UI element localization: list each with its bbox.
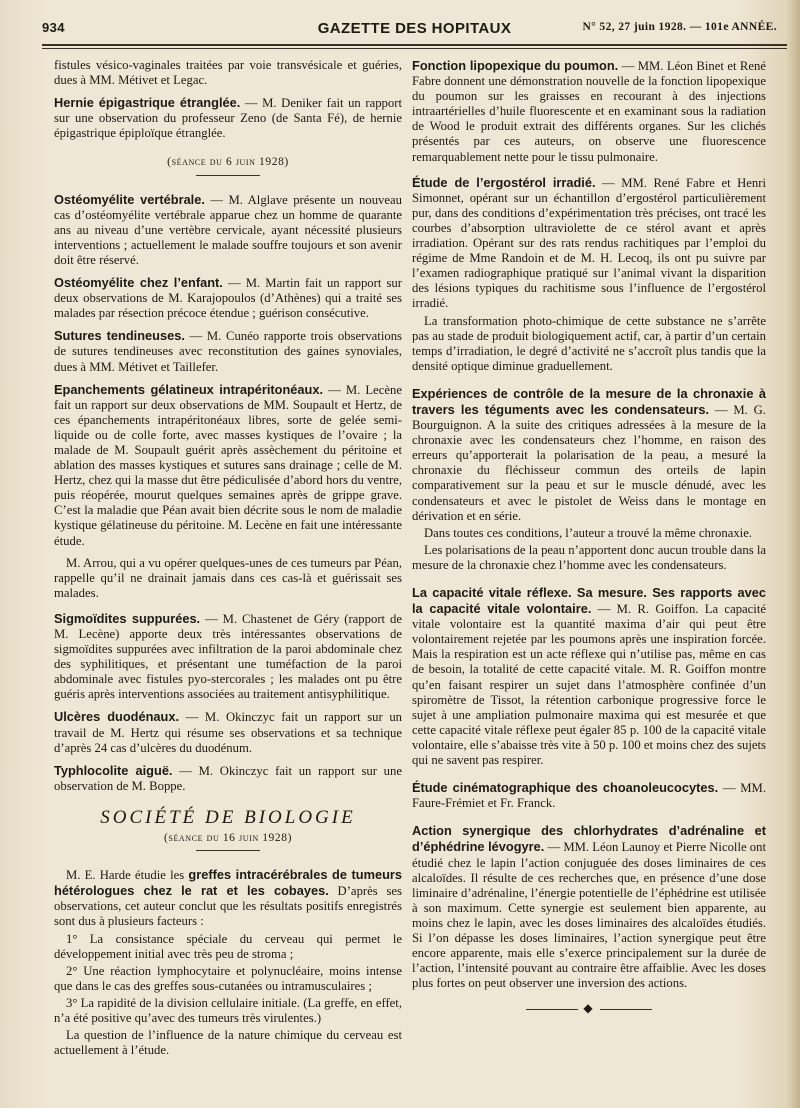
section-rule	[196, 175, 260, 176]
society-heading: SOCIÉTÉ DE BIOLOGIE	[100, 806, 356, 828]
article-typhlocolite	[54, 763, 402, 794]
session-date: (séance du 6 juin 1928)	[167, 156, 289, 169]
list-item	[54, 932, 402, 962]
article-text: — MM. Léon Launoy et Pierre Nicolle ont étudié chez le lapin l’action conjuguée des doses liminaires de ces alcaloïdes. Il résulte de ces recherches que, en présence d’une dose liminaire d’adrénaline, l’énergie potentielle de l’éphédrine est utilisée à son maximum. Cette synergie est seulement bien apparente, au moins chez le lapin, avec les doses liminaires des alcaloïdes étudiés. Si l’on dépasse les doses liminaires, l’action synergique peut être encore apparente, mais elle s’exerce principalement sur la durée de l’action, l’intensité pouvant au contraire être affaiblie. Avec les doses plus fortes on peut observer une inversion des actions.	[412, 840, 766, 991]
article-chronaxie-cont	[412, 526, 766, 541]
article-heading: Expériences de contrôle de la mesure de la chronaxie à travers les téguments avec les condensateurs.	[412, 385, 766, 417]
article-text: — M. Chastenet de Géry (rapport de M. Lecène) apporte deux très intéressantes observations de sigmoïdites suppurées avec infiltration de la paroi abdominale chez des syphilitiques, et présentant une tuméfaction de la paroi abdominale avec fistules pyo-stercorales ; les malades ont pu être guéris après interventions associées au traitement antisyphilitique.	[54, 611, 402, 702]
article-heading: Epanchements gélatineux intrapéritonéaux.	[54, 381, 324, 397]
article-heading: Action synergique des chlorhydrates d’adrénaline et d’éphédrine lévogyre.	[412, 823, 766, 855]
article-hernie	[54, 95, 402, 141]
section-rule	[196, 850, 260, 851]
article-text: — M. Martin fait un rapport sur deux observations de M. Karajopoulos (d’Athènes) qui a traité ses malades par résection précoce étendue ; guérison consécutive.	[54, 276, 402, 321]
article-text: La transformation photo-chimique de cette substance ne s’arrête pas au stade de produit biologiquement actif, car, à partir d’un certain temps d’irradiation, le degré d’activité ne s’accroît plus tandis que la densité optique diminue graduellement.	[412, 313, 766, 373]
article-heading: Étude de l’ergostérol irradié.	[412, 174, 596, 190]
article-text: — M. Cunéo rapporte trois observations de sutures tendineuses avec reconstitution des gaines synoviales, dues à MM. Métivet et Taillefer.	[54, 329, 402, 374]
article-heading: Typhlocolite aiguë.	[54, 762, 173, 778]
spacer	[54, 603, 402, 611]
page-header	[42, 18, 787, 40]
article-text: fistules vésico-vaginales traitées par voie transvésicale et guéries, dues à MM. Métivet et Legac.	[54, 58, 402, 88]
article-sutures	[54, 328, 402, 374]
article-text: — MM. Faure-Frémiet et Fr. Franck.	[412, 781, 766, 811]
session-date: (séance du 16 juin 1928)	[163, 832, 293, 845]
article-capacite-vitale	[412, 585, 766, 768]
article-chronaxie	[412, 386, 766, 524]
article-text: — M. Okinczyc fait un rapport sur une observation de M. Boppe.	[54, 763, 403, 793]
article-heading: Hernie épigastrique étranglée.	[54, 95, 241, 111]
article-heading: Sigmoïdites suppurées.	[54, 610, 201, 626]
end-ornament: ◆	[412, 1001, 766, 1016]
article-fistules	[54, 58, 402, 88]
article-choanoleucocytes	[412, 780, 766, 811]
journal-title: GAZETTE DES HOPITAUX	[317, 20, 512, 37]
page-edge-shadow	[786, 0, 800, 1108]
article-heading: Ulcères duodénaux.	[54, 709, 180, 725]
article-text: — MM. René Fabre et Henri Simonnet, opérant sur un échantillon d’ergostérol particulièrement pur, dans des conditions d’expérimentation très précises, ont tracé les courbes d’absorption ultraviolette de ce stérol avant et après irradiation. Opérant sur des rats rendus rachitiques par l’emploi du régime de Mme Randoin et de M. H. Lecoq, ils ont pu suivre par l’examen radiographique pratiqué sur l’animal vivant la disparition des lésions typiques du rachitisme sous l’influence de l’ergostérol irradié.	[412, 175, 766, 311]
article-heading: Sutures tendineuses.	[54, 328, 185, 344]
article-epanchements	[54, 382, 402, 549]
article-heading: La capacité vitale réflexe. Sa mesure. Ses rapports avec la capacité vitale volontaire.	[412, 585, 766, 617]
article-ergosterol	[412, 175, 766, 312]
article-sigmoidites	[54, 611, 402, 703]
article-text: 3° La rapidité de la division cellulaire initiale. (La greffe, en effet, n’a été positive qu’avec des tumeurs très virulentes.)	[54, 995, 402, 1025]
article-heading: Ostéomyélite vertébrale.	[54, 191, 205, 207]
article-chronaxie-cont	[412, 543, 766, 573]
article-osteomyelite-enfant	[54, 275, 402, 321]
article-text: 2° Une réaction lymphocytaire et polynucléaire, moins intense que dans le cas des greffes sous-cutanées ou intramusculaires ;	[54, 963, 402, 993]
article-ulceres	[54, 709, 402, 755]
ornament-rule	[526, 1009, 578, 1010]
article-heading: Ostéomyélite chez l’enfant.	[54, 275, 223, 291]
article-text: La question de l’influence de la nature chimique du cerveau est actuellement à l’étude.	[54, 1028, 402, 1058]
article-text: M. Arrou, qui a vu opérer quelques-unes de ces tumeurs par Péan, rappelle qu’il ne drainait jamais dans ces cas-là et guérissait ses malades.	[54, 555, 402, 600]
article-text: D’après ses observations, cet auteur conclut que les résultats positifs enregistrés sont dus à plusieurs facteurs :	[54, 884, 402, 929]
right-column	[412, 58, 766, 1016]
header-rule	[42, 44, 787, 46]
article-text: — M. R. Goiffon. La capacité vitale volontaire est la quantité maxima d’air qui peut être volontairement rejetée par les poumons après une inspiration forcée. Mais la respiration est un acte réflexe qui n’utilise pas, même en cas de besoin, la totalité de cette capacité vitale. M. R. Goiffon montre qu’en faisant respirer un sujet dans l’atmosphère confinée d’un spiromètre de Tissot, la rétention carbonique progressive force le sujet à une ampliation pulmonaire maxima qui est mesurée et que cette capacité vitale réflexe peut égaler 85 p. 100 de la capacité vitale volontaire, elle s’abaisse très vite à 50 p. 100 et moins chez des sujets qui ne savent pas respirer.	[412, 602, 766, 768]
article-heading: Fonction lipopexique du poumon.	[412, 58, 619, 73]
page-number: 934	[42, 20, 65, 35]
article-ergosterol-cont	[412, 314, 766, 374]
article-arrou	[54, 556, 402, 601]
article-text: — MM. Léon Binet et René Fabre donnent une démonstration nouvelle de la fonction lipopexique du poumon sur les graisses en recourant à des injections intraartérielles d’huile fluorescente et en examinant sous la radiation de Wood le produit extrait des différents organes. Sur les clichés présentés par ces auteurs, on observe une fluorescence remarquablement nette pour le tissu pulmonaire.	[412, 59, 766, 164]
article-osteomyelite-vertebrale	[54, 192, 402, 268]
article-text: Les polarisations de la peau n’apportent donc aucun trouble dans la mesure de la chronaxie chez l’homme avec les condensateurs.	[412, 542, 766, 572]
article-lipopexique	[412, 58, 766, 165]
left-column	[54, 58, 402, 1060]
article-text: M. E. Harde étudie les	[66, 868, 189, 883]
article-text: 1° La consistance spéciale du cerveau qui permet le développement initial avec très peu de stroma ;	[54, 931, 402, 961]
article-harde	[54, 867, 402, 929]
article-synergie	[412, 823, 766, 991]
article-text: — M. Alglave présente un nouveau cas d’ostéomyélite vertébrale apparue chez un homme de quarante ans au niveau d’une vertèbre cervicale, ayant nécessité plusieurs interventions ; actuellement le malade souffre toujours et son avenir doit être réservé.	[54, 192, 402, 267]
article-text: Dans toutes ces conditions, l’auteur a trouvé la même chronaxie.	[424, 525, 753, 540]
article-text: — M. Lecène fait un rapport sur deux observations de MM. Soupault et Hertz, de ces épanchements intrapéritonéaux libres, sorte de gelée semi-liquide ou de colle forte, avec masses kystiques de l’ovaire ; la malade de M. Soupault guérit après assèchement du péritoine et ablation des masses kystiques et sutures sans drainage ; celle de M. Hertz, chez qui la masse dut être pédiculisée d’abord hors du ventre, puis réopérée, mourut quelques semaines après de grippe grave. C’est la maladie que Péan avait bien décrite sous le nom de maladie kystique gélatineuse du péritoine. M. Lecène en fait une intéressante étude.	[54, 382, 403, 548]
ornament-rule	[600, 1009, 652, 1010]
list-item	[54, 1028, 402, 1058]
article-text: — M. Deniker fait un rapport sur une observation du professeur Zeno (de Santa Fé), de hernie épigastrique épiploïque étranglée.	[54, 96, 402, 141]
article-heading: greffes intracérébrales de tumeurs hétérologues chez le rat et les cobayes.	[54, 867, 402, 899]
article-text: — M. G. Bourguignon. A la suite des critiques adressées à la mesure de la chronaxie avec les condensateurs chez l’homme, en raison des erreurs qu’apporterait la polarisation de la peau, a mesuré la chronaxie du fléchisseur commun des orteils de lapin comparativement sur la peau et sur le muscle dénudé, avec les condensateurs et avec le pistolet de Weiss dans le montage en dérivation et en série.	[412, 402, 766, 523]
issue-info: N° 52, 27 juin 1928. — 101e ANNÉE.	[582, 21, 777, 33]
header-rule-thin	[42, 48, 787, 49]
list-item	[54, 964, 402, 994]
article-text: — M. Okinczyc fait un rapport sur un travail de M. Hertz qui résume ses observations et sa technique d’après 24 cas d’ulcères du duodénum.	[54, 710, 403, 755]
article-heading: Étude cinématographique des choanoleucocytes.	[412, 780, 719, 796]
list-item	[54, 996, 402, 1026]
